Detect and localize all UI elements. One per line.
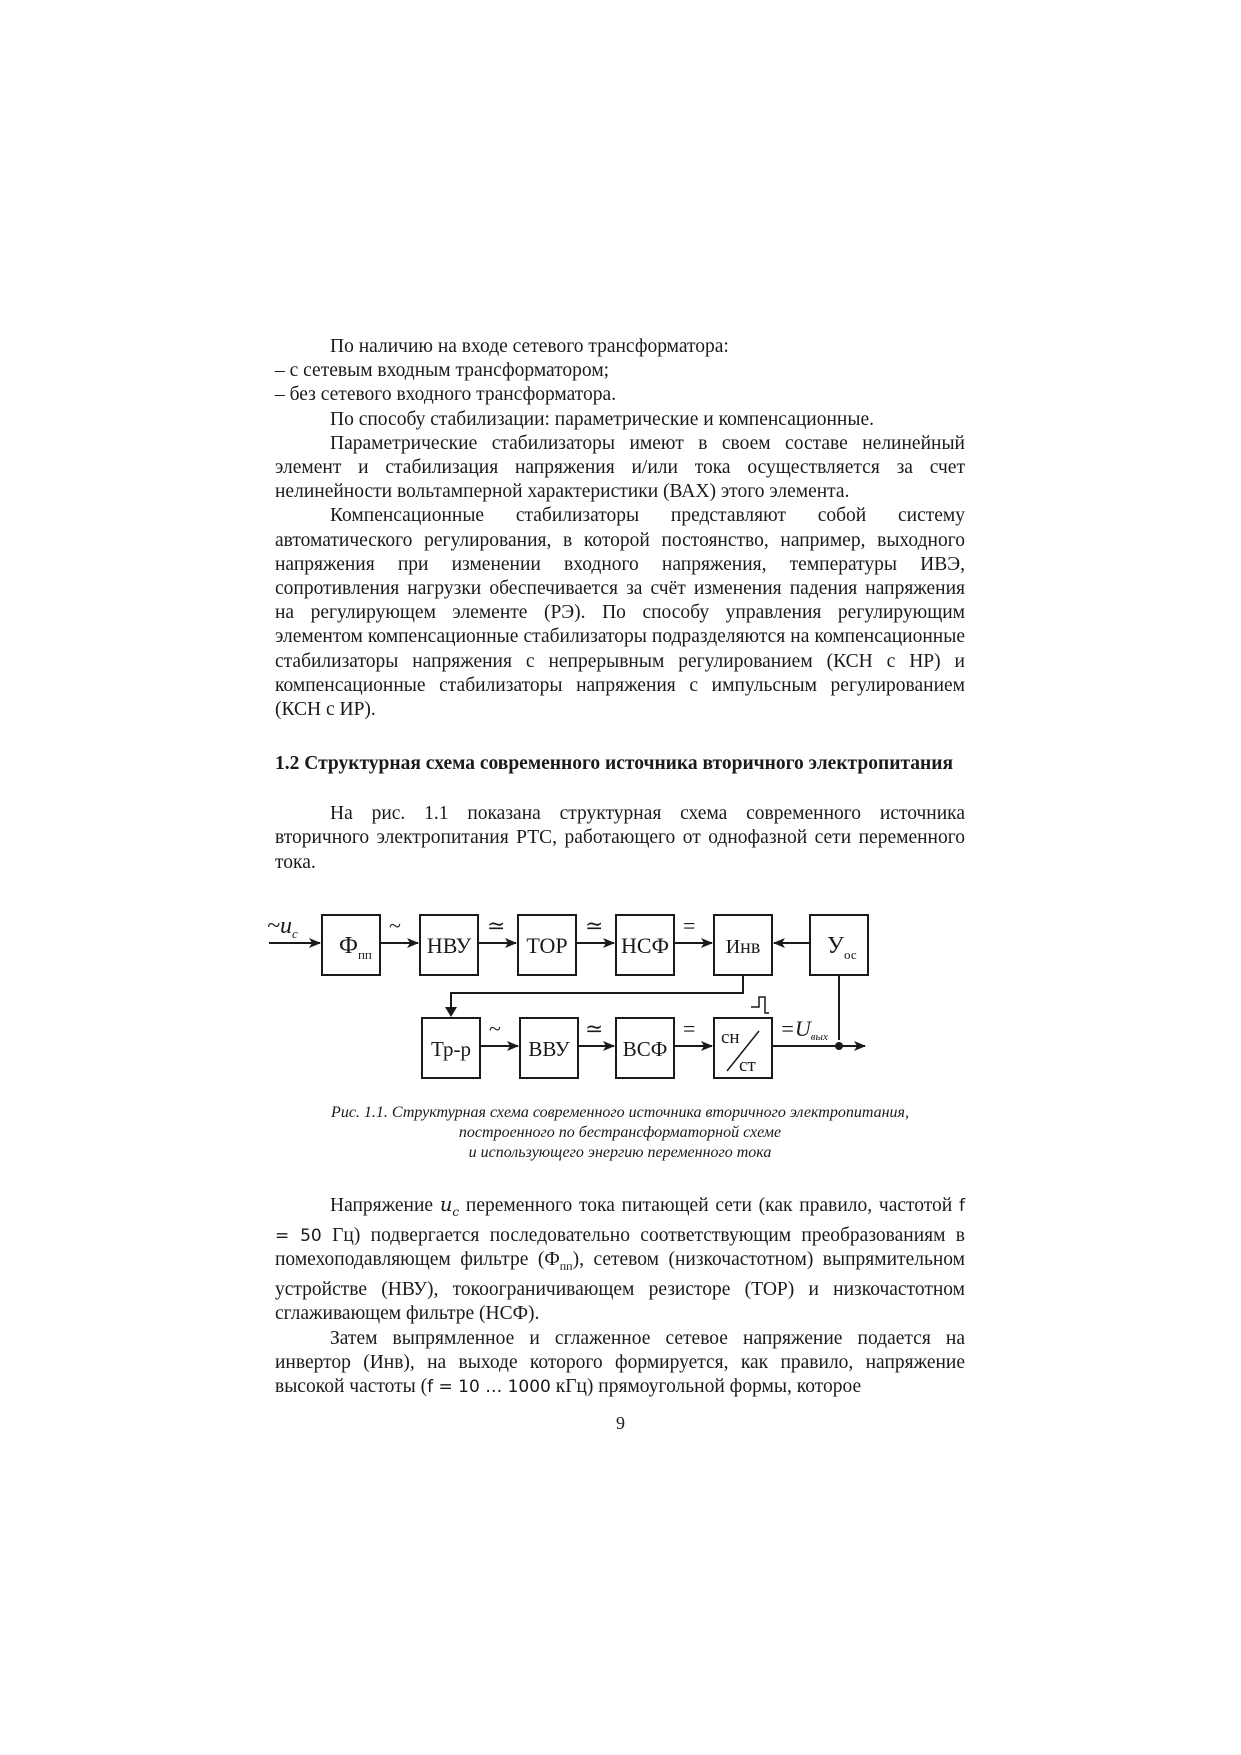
page-number: 9: [616, 1413, 625, 1433]
list-item: – с сетевым входным трансформатором;: [275, 360, 610, 382]
caption-line: построенного по бестрансформаторной схеме: [458, 1123, 782, 1141]
page-body: [267, 335, 966, 1399]
list-item: – без сетевого входного трансформатора.: [275, 384, 617, 406]
figure-caption: [275, 1103, 965, 1163]
pulse-icon: [751, 997, 769, 1013]
block-tor-label: ТОР: [526, 932, 568, 958]
sign-tilde-1: ~: [389, 912, 401, 938]
sign-equal-2: =: [683, 1015, 696, 1041]
block-sn-label: сн: [721, 1026, 740, 1048]
arrow-head-trr: [445, 1007, 457, 1017]
sign-approx-2: ≃: [585, 912, 604, 938]
block-fpp-label: $Ф_{пп}$: [339, 932, 372, 962]
caption-line: Рис. 1.1. Структурная схема современного источника вторичного электропитания,: [331, 1103, 909, 1121]
output-label: =Uвых: [780, 1015, 828, 1043]
paragraph-compensation: Компенсационные стабилизаторы представляют собой систему автоматического регулирования, в которой постоянство, например, выходного напряжения при изменении входного напряжения, температуры ИВЭ, сопротивления нагрузки обеспечивается за счёт изменения падения напряжения на регулирующем элементе (РЭ). По способу управления регулирующим элементом компенсационные стабилизаторы подразделяются на компенсационные стабилизаторы напряжения с непрерывным регулированием (КСН с НР) и компенсационные стабилизаторы напряжения с импульсным регулированием (КСН с ИР).: [275, 505, 965, 721]
block-diagram-svg: [265, 895, 955, 1095]
block-nsf-label: НСФ: [621, 932, 669, 958]
stabilization-method-line: По способу стабилизации: параметрические и компенсационные.: [330, 408, 874, 430]
paragraph-parametric: Параметрические стабилизаторы имеют в своем составе нелинейный элемент и стабилизация напряжения и/или тока осуществляется за счет нелинейности вольтамперной характеристики (ВАХ) этого элемента.: [275, 432, 965, 503]
caption-line: и использующего энергию переменного тока: [468, 1143, 772, 1161]
block-diagram: [267, 895, 965, 1095]
sign-tilde-2: ~: [489, 1015, 501, 1041]
block-st-label: ст: [739, 1054, 756, 1076]
output-node: [835, 1042, 843, 1050]
sign-equal-1: =: [683, 912, 696, 938]
paragraph-voltage: Напряжение $u_c$ переменного тока питающей сети (как правило, частотой f = 50 Гц) подвергается последовательно соответствующим преобразованиям в помехоподавляющем фильтре $(Ф_{пп})$, сетевом (низкочастотном) выпрямительном устройстве (НВУ), токоограничивающем резисторе (ТОР) и низкочастотном сглаживающем фильтре (НСФ).: [275, 1192, 966, 1325]
sign-approx-3: ≃: [585, 1015, 604, 1041]
block-vsf-label: ВСФ: [622, 1036, 668, 1061]
sign-approx-1: ≃: [487, 912, 506, 938]
block-trr-label: Тр-р: [430, 1036, 472, 1061]
line-inv-trr: [451, 975, 743, 1009]
block-inv-label: Инв: [725, 935, 761, 958]
paragraph-figure-intro: На рис. 1.1 показана структурная схема современного источника вторичного электропитания РТС, работающего от однофазной сети переменного тока.: [275, 803, 965, 873]
intro-line: По наличию на входе сетевого трансформатора:: [330, 336, 729, 357]
block-nvu-label: НВУ: [426, 932, 472, 958]
input-label: $\sim u_c$: [267, 912, 298, 941]
block-vvu-label: ВВУ: [528, 1036, 570, 1061]
section-heading: 1.2 Структурная схема современного источника вторичного электропитания: [275, 753, 954, 775]
block-uos-label: $У_{ос}$: [827, 932, 857, 962]
paragraph-inverter: Затем выпрямленное и сглаженное сетевое напряжение подается на инвертор (Инв), на выходе которого формируется, как правило, напряжение высокой частоты (f = 10 … 1000 кГц) прямоугольной формы, которое: [275, 1327, 965, 1398]
